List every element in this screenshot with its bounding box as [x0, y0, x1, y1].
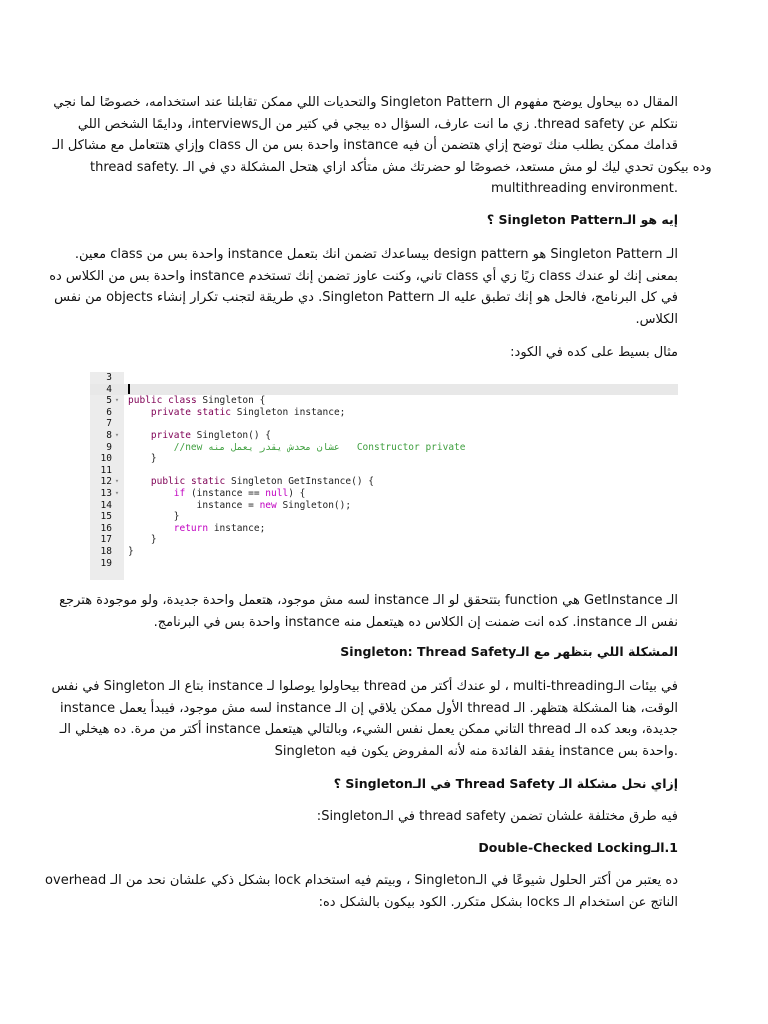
code-text: } — [128, 511, 180, 523]
code-line — [90, 546, 678, 558]
code-text: if (instance == null) { — [173, 487, 306, 499]
code-line — [90, 523, 678, 535]
problem-line: جديدة، وبعد كده الـ thread التاني ممكن يعمل نفس الشيء، وبالتالي هيتعمل instance أكتر من مرة. ده هيخلي الـ — [59, 722, 678, 737]
code-line — [90, 511, 678, 523]
definition-line: بمعنى إنك لو عندك class زيًا زي أي class تاني، وكنت عاوز تضمن إنك تستخدم instance واحدة بس من الكلاس ده — [49, 268, 678, 284]
line-number: 7 — [106, 418, 112, 430]
code-line — [90, 430, 678, 442]
intro-line: المقال ده بيحاول يوضح مفهوم ال Singleton Pattern والتحديات اللي ممكن تقابلنا عند استخدامه، خصوصًا لما نجي — [53, 95, 678, 110]
line-number: 6 — [106, 406, 112, 418]
code-text: return instance; — [173, 522, 266, 534]
getinstance-paragraph — [59, 590, 678, 633]
code-line — [90, 418, 678, 430]
line-number: 14 — [100, 499, 112, 511]
heading-double-checked-locking: 1.الـDouble-Checked Locking — [478, 840, 678, 855]
getinstance-line: نفس الـ instance. كده انت ضمنت إن الكلاس ده هيتعمل منه instance واحدة بس في البرنامج. — [153, 614, 678, 630]
code-snippet — [90, 372, 678, 580]
problem-line: في بيئات الـmulti-threading ، لو عندك أكتر من thread بيحاولوا يوصلوا لـ instance بتاع الـ Singleton في نفس — [51, 679, 678, 694]
code-text — [128, 384, 130, 396]
code-text: } — [128, 534, 157, 546]
dcl-line: الناتج عن استخدام الـ locks بشكل متكرر. الكود بيكون بالشكل ده: — [318, 894, 678, 910]
heading-thread-safety-problem: المشكلة اللي بتظهر مع الـSingleton: Thread Safety — [340, 644, 678, 659]
code-line — [90, 558, 678, 570]
problem-line: الوقت، هنا المشكلة هتظهر. الـ thread الأول ممكن يلاقي إن الـ instance لسه مش موجود، فيبدأ يعمل instance — [60, 700, 678, 716]
definition-line: الكلاس. — [635, 311, 678, 327]
fold-toggle-icon[interactable]: ▾ — [114, 430, 120, 439]
line-number: 19 — [100, 557, 112, 569]
code-line — [90, 465, 678, 477]
code-text: public class Singleton { — [128, 395, 266, 407]
line-number: 12 — [100, 476, 112, 488]
intro-line: قدامك ممكن يطلب منك توضح إزاي هتضمن أن فيه instance واحدة بس من ال class وإزاي هتتعامل مع مشاكل الـ — [52, 138, 678, 153]
dcl-line: ده يعتبر من أكتر الحلول شيوعًا في الـSingleton ، وبيتم فيه استخدام lock بشكل ذكي علشان نحد من الـ overhead — [45, 873, 678, 888]
line-number: 10 — [100, 453, 112, 465]
fold-toggle-icon[interactable]: ▾ — [114, 396, 120, 405]
code-text: private static Singleton instance; — [150, 406, 346, 418]
heading-how-to-solve: إزاي نحل مشكلة الـ Thread Safety في الـSingleton ؟ — [333, 776, 678, 791]
code-line — [90, 453, 678, 465]
code-line — [90, 500, 678, 512]
line-number: 13 — [100, 487, 112, 499]
definition-line: الـ Singleton Pattern هو design pattern بيساعدك تضمن انك بتعمل instance واحدة بس من class معين. — [74, 247, 678, 262]
code-text: } — [128, 453, 157, 465]
intro-line: نتكلم عن thread safety. زي ما انت عارف، السؤال ده بيجي في كتير من الinterviews، ودايمًا الشخص اللي — [77, 116, 678, 132]
line-number: 18 — [100, 545, 112, 557]
code-line — [90, 488, 678, 500]
line-number: 3 — [106, 372, 112, 383]
line-number: 9 — [106, 441, 112, 453]
code-line — [90, 372, 678, 384]
definition-line: في كل البرنامج، فالحل هو إنك تطبق عليه الـ Singleton Pattern. دي طريقة لتجنب تكرار إنشاء objects من نفس — [54, 290, 678, 305]
fold-toggle-icon[interactable]: ▾ — [114, 477, 120, 486]
code-text: public static Singleton GetInstance() { — [150, 476, 374, 488]
code-line — [90, 534, 678, 546]
code-line — [90, 384, 678, 396]
code-line — [90, 407, 678, 419]
line-number: 11 — [100, 464, 112, 476]
code-text: //new عشان محدش يقدر يعمل منه Constructor private — [173, 441, 466, 453]
example-intro: مثال بسيط على كده في الكود: — [510, 345, 678, 360]
problem-paragraph — [51, 676, 678, 762]
definition-paragraph — [49, 244, 678, 330]
fold-toggle-icon[interactable]: ▾ — [114, 488, 120, 497]
intro-paragraph — [52, 92, 712, 200]
getinstance-line: الـ GetInstance هي function بتتحقق لو الـ instance لسه مش موجود، هتعمل واحدة جديدة، ولو موجودة هترجع — [59, 593, 678, 608]
code-line — [90, 395, 678, 407]
text-cursor — [128, 384, 130, 394]
intro-line: multithreading environment. — [491, 181, 678, 196]
line-number: 4 — [106, 383, 112, 395]
code-text: } — [128, 545, 134, 557]
heading-what-is-singleton: إيه هو الـSingleton Pattern ؟ — [486, 212, 678, 227]
problem-line: Singleton يفقد الفائدة منه لأنه المفروض يكون فيه instance واحدة بس. — [274, 743, 678, 759]
dcl-paragraph — [45, 870, 678, 913]
line-number: 16 — [100, 522, 112, 534]
code-line — [90, 476, 678, 488]
code-text: private Singleton() { — [150, 429, 272, 441]
line-number: 5 — [106, 395, 112, 407]
intro-line: thread safety. وده بيكون تحدي ليك لو مش مستعد، خصوصًا لو حضرتك مش متأكد ازاي هتحل المشكلة دي في الـ — [90, 159, 712, 175]
code-line — [90, 442, 678, 454]
code-text: instance = new Singleton(); — [128, 499, 352, 511]
line-number: 15 — [100, 511, 112, 523]
line-number: 8 — [106, 429, 112, 441]
line-number: 17 — [100, 534, 112, 546]
solve-intro: فيه طرق مختلفة علشان تضمن thread safety في الـSingleton: — [316, 809, 678, 824]
